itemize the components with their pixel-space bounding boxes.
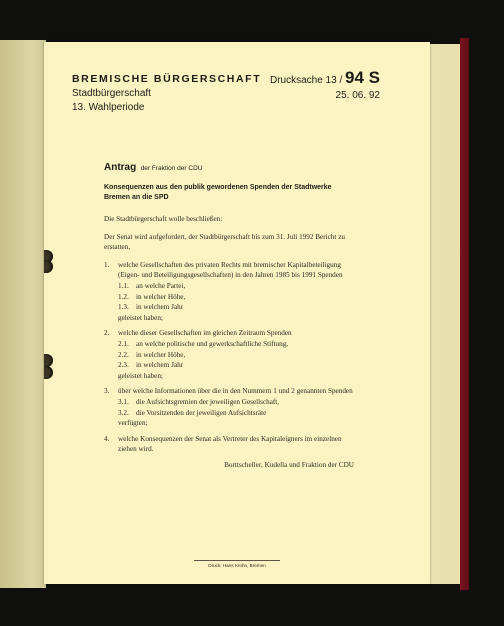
sub-item-text: in welcher Höhe,: [136, 292, 186, 301]
organization-name: BREMISCHE BÜRGERSCHAFT: [72, 73, 262, 85]
sub-item-text: in welcher Höhe,: [136, 350, 186, 359]
item-text: über welche Informationen über die in den Nummern 1 und 2 genannten Spenden: [118, 387, 353, 396]
item-text: welche dieser Gesellschaften im gleichen Zeitraum Spenden: [118, 329, 292, 338]
sub-list-item: [118, 339, 354, 350]
sub-item-number: 2.2.: [118, 350, 129, 359]
signature: Borttscheller, Kudella und Fraktion der CDU: [224, 460, 354, 469]
list-item: [104, 434, 354, 455]
resolution-line: Die Stadtbürgerschaft wolle beschließen:: [104, 215, 223, 223]
item-text: welche Konsequenzen der Senat als Vertreter des Kapitaleigners im einzelnen ziehen wird.: [118, 434, 342, 454]
sub-item-text: an welche politische und gewerkschaftliche Stiftung,: [136, 339, 289, 348]
sub-item-text: in welchem Jahr: [136, 361, 184, 370]
item-tail: verfügten;: [118, 419, 148, 428]
punch-hole: [44, 260, 53, 273]
document-body: [104, 214, 354, 470]
sub-list-item: [118, 408, 354, 419]
sub-list-item: [118, 350, 354, 361]
request-list: [104, 260, 354, 455]
document-number: [270, 68, 380, 88]
chamber-name: Stadtbürgerschaft: [72, 88, 151, 99]
title-by: der Fraktion der CDU: [140, 165, 203, 172]
document-page: [44, 42, 430, 584]
item-number: 1.: [104, 260, 110, 269]
item-number: 4.: [104, 434, 110, 443]
sub-item-number: 1.1.: [118, 281, 129, 290]
sub-item-text: in welchem Jahr: [136, 303, 184, 312]
document-date: 25. 06. 92: [335, 90, 380, 101]
list-item: [104, 260, 354, 324]
sub-list: [118, 339, 354, 371]
punch-hole: [44, 366, 53, 379]
sub-list-item: [118, 292, 354, 303]
sub-item-text: die Vorsitzenden der jeweiligen Aufsichtsräte: [136, 408, 267, 417]
sub-list-item: [118, 302, 354, 313]
header-right: [270, 68, 380, 101]
header-left: [72, 73, 261, 113]
document-prefix: Drucksache 13 /: [269, 75, 346, 86]
printer-credit: Druck: Hans Krohn, Bremen: [208, 563, 266, 568]
sub-list: [118, 281, 354, 313]
sub-item-number: 1.2.: [118, 292, 129, 301]
list-item: [104, 386, 354, 428]
document-subject: Konsequenzen aus den publik gewordenen Spenden der Stadtwerke Bremen an die SPD: [104, 184, 332, 201]
legislative-period: 13. Wahlperiode: [72, 102, 145, 113]
footer-rule: [194, 560, 280, 561]
sub-item-text: die Aufsichtsgremien der jeweiligen Gesellschaft,: [136, 397, 280, 406]
page-stack-edges: [430, 44, 460, 584]
item-tail: geleistet haben;: [118, 371, 163, 380]
item-number: 3.: [104, 387, 110, 396]
document-number-value: 94 S: [345, 68, 380, 87]
sub-list: [118, 397, 354, 418]
sub-list-item: [118, 397, 354, 408]
sub-list-item: [118, 360, 354, 371]
item-text: welche Gesellschaften des privaten Rechts mit bremischer Kapitalbeteiligung (Eigen- und Beteiligungsgesellschaften) in den Jahren 1985 bis 1991 Spenden: [118, 260, 343, 280]
sub-item-number: 3.2.: [118, 408, 129, 417]
binder-cover: [460, 38, 469, 590]
sub-item-number: 1.3.: [118, 303, 129, 312]
sub-item-number: 3.1.: [118, 397, 129, 406]
title-main: Antrag: [104, 162, 137, 173]
sub-item-number: 2.1.: [118, 339, 129, 348]
sub-item-text: an welche Partei,: [136, 281, 186, 290]
binder-spine: [0, 40, 46, 588]
sub-item-number: 2.3.: [118, 361, 129, 370]
list-item: [104, 328, 354, 381]
item-tail: geleistet haben;: [118, 313, 163, 322]
intro-paragraph: Der Senat wird aufgefordert, der Stadtbürgerschaft bis zum 31. Juli 1992 Bericht zu erstatten,: [104, 232, 345, 252]
document-title: [104, 157, 202, 175]
sub-list-item: [118, 281, 354, 292]
item-number: 2.: [104, 329, 110, 338]
